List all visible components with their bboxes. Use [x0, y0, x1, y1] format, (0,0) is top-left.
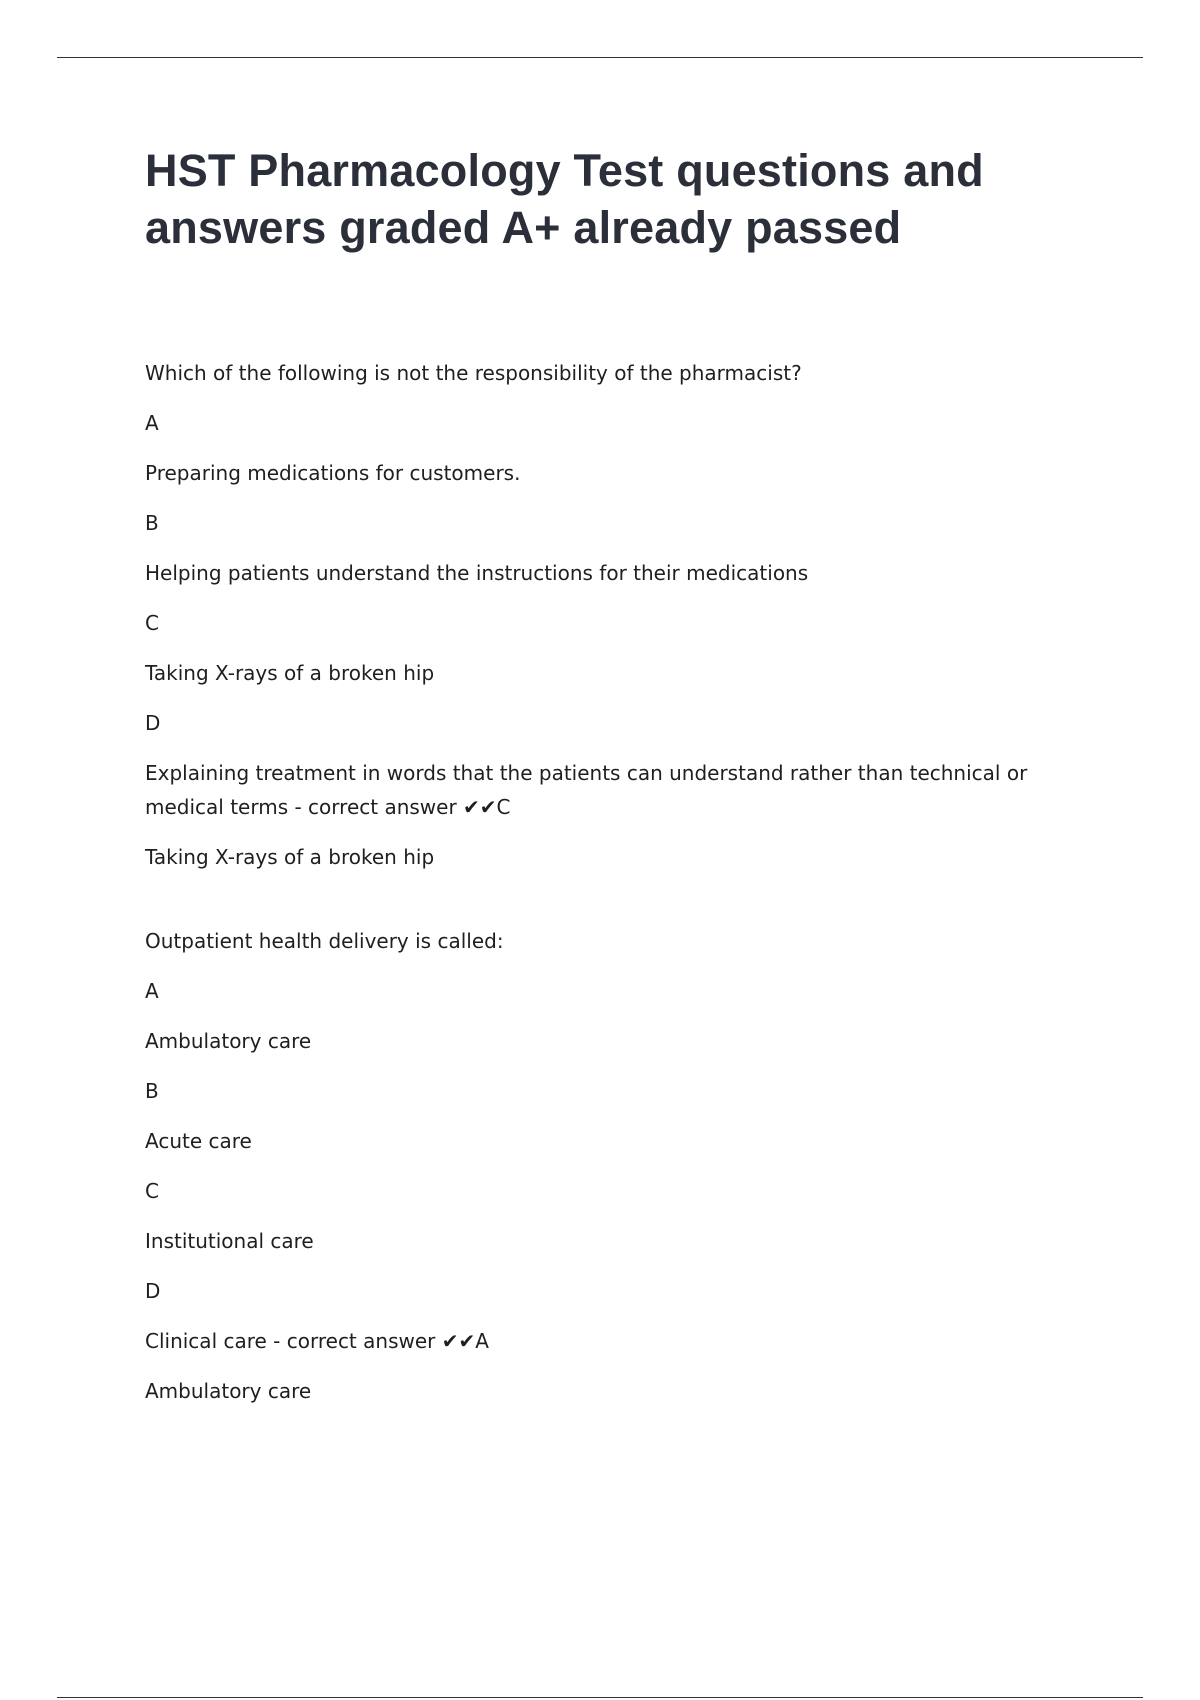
answer-text: Ambulatory care	[145, 1379, 312, 1403]
answer-text: Taking X-rays of a broken hip	[145, 845, 435, 869]
top-rule	[57, 57, 1143, 58]
option-letter: A	[145, 411, 159, 435]
option-letter: D	[145, 711, 161, 735]
option-text: Acute care	[145, 1129, 252, 1153]
option-text: Explaining treatment in words that the patients can understand rather than technical or medical terms - correct answer ✔✔C	[145, 761, 1028, 819]
option-letter: B	[145, 1079, 159, 1103]
question-text: Which of the following is not the responsibility of the pharmacist?	[145, 361, 802, 385]
option-text: Ambulatory care	[145, 1029, 312, 1053]
question-2	[145, 924, 1095, 1408]
question-1	[145, 356, 1095, 874]
option-letter: A	[145, 979, 159, 1003]
document-title: HST Pharmacology Test questions and answers graded A+ already passed	[145, 145, 984, 253]
option-text: Clinical care - correct answer ✔✔A	[145, 1329, 489, 1353]
bottom-rule	[57, 1697, 1143, 1698]
option-letter: B	[145, 511, 159, 535]
option-letter: C	[145, 611, 159, 635]
document-content	[145, 142, 1095, 1458]
option-letter: D	[145, 1279, 161, 1303]
question-text: Outpatient health delivery is called:	[145, 929, 504, 953]
option-text: Preparing medications for customers.	[145, 461, 521, 485]
option-letter: C	[145, 1179, 159, 1203]
question-list	[145, 356, 1095, 1408]
option-text: Helping patients understand the instructions for their medications	[145, 561, 809, 585]
option-text: Institutional care	[145, 1229, 314, 1253]
option-text: Taking X-rays of a broken hip	[145, 661, 435, 685]
